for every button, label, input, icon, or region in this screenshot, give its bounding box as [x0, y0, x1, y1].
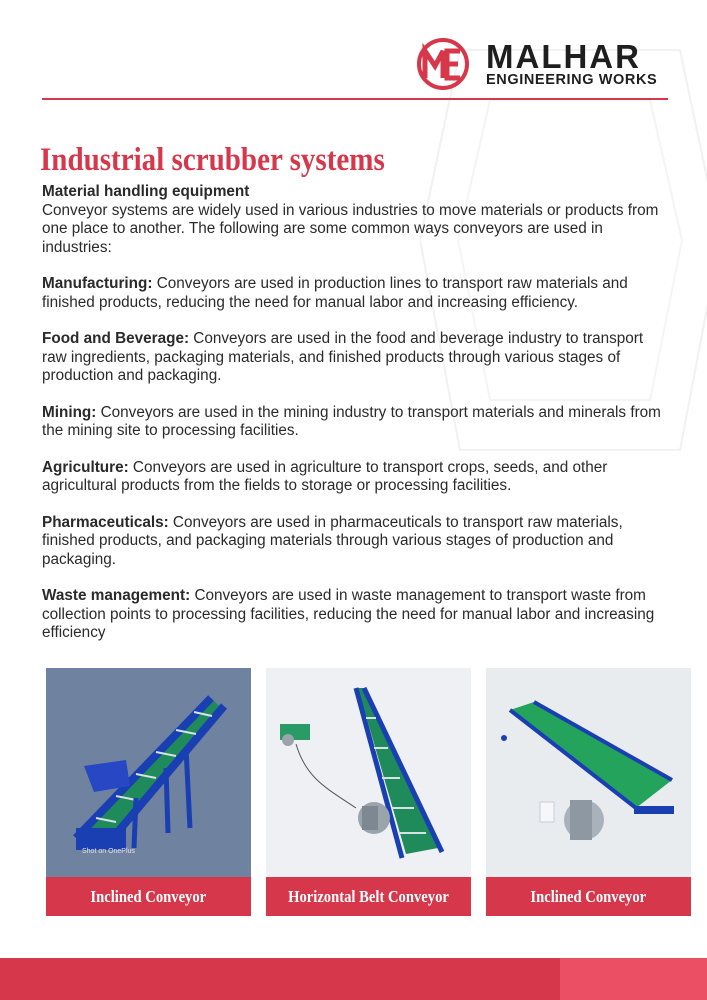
main-content: [42, 183, 672, 661]
product-card-horizontal-belt-conveyor: [266, 668, 471, 916]
header-divider: [42, 98, 668, 100]
footer-accent: [560, 958, 707, 1000]
brand-name: MALHAR: [486, 38, 641, 75]
item-text: Conveyors are used in pharmaceuticals to transport raw materials, finished products, and packaging materials through various stages of production and packaging.: [42, 513, 623, 568]
item-text: Conveyors are used in the mining industry to transport materials and minerals from the mining site to processing facilities.: [42, 403, 661, 439]
product-card-inclined-conveyor: [46, 668, 251, 916]
industry-item-food-beverage: [42, 330, 672, 386]
product-caption: Inclined Conveyor: [486, 877, 691, 916]
malhar-logo-icon: [416, 38, 470, 90]
photo-watermark: Shot on OnePlus: [82, 848, 135, 855]
item-term: Manufacturing:: [42, 275, 153, 292]
item-term: Mining:: [42, 403, 97, 421]
intro-paragraph: Conveyor systems are widely used in various industries to move materials or products from one place to another. The following are some common ways conveyors are used in industries:: [42, 201, 659, 256]
inclined-conveyor-photo: [46, 668, 251, 877]
product-caption: Inclined Conveyor: [46, 877, 251, 916]
item-text: Conveyors are used in the food and beverage industry to transport raw ingredients, packaging materials, and finished products through various stages of production and packaging.: [42, 330, 644, 384]
item-text: Conveyors are used in production lines to transport raw materials and finished products, reducing the need for manual labor and increasing efficiency.: [42, 275, 628, 311]
horizontal-belt-conveyor-photo: [266, 668, 471, 877]
product-card-inclined-conveyor-2: [486, 668, 691, 916]
section-subtitle: Material handling equipment: [42, 183, 250, 200]
page-title: Industrial scrubber systems: [40, 142, 385, 178]
industry-item-pharmaceuticals: [42, 514, 672, 570]
brand-logo: [416, 38, 666, 90]
item-term: Food and Beverage:: [42, 330, 190, 347]
item-term: Agriculture:: [42, 458, 129, 476]
product-gallery: [0, 668, 707, 918]
industry-item-agriculture: [42, 459, 672, 496]
item-term: Pharmaceuticals:: [42, 513, 169, 531]
industry-item-waste-management: [42, 587, 672, 643]
product-caption: Horizontal Belt Conveyor: [266, 877, 471, 916]
item-term: Waste management:: [42, 587, 191, 604]
industry-item-manufacturing: [42, 275, 672, 312]
brand-subtitle: ENGINEERING WORKS: [486, 72, 658, 88]
item-text: Conveyors are used in agriculture to transport crops, seeds, and other agricultural products from the fields to storage or processing facilities.: [42, 458, 608, 494]
inclined-conveyor-photo-2: [486, 668, 691, 877]
item-text: Conveyors are used in waste management to transport waste from collection points to processing facilities, reducing the need for manual labor and increasing efficiency: [42, 587, 655, 641]
industry-item-mining: [42, 404, 672, 441]
